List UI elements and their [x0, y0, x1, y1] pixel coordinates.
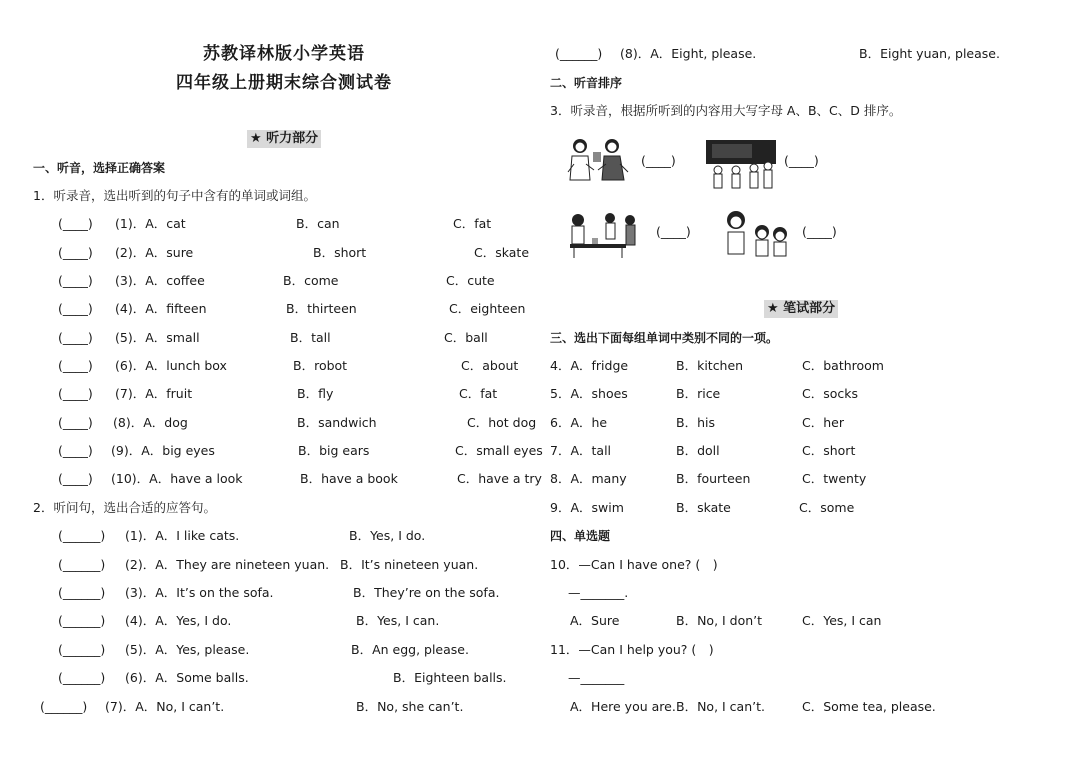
option-a: A．Here you are. [570, 699, 676, 714]
page-title: 苏教译林版小学英语 [203, 44, 365, 64]
answer-blank[interactable]: (______) [58, 670, 106, 685]
option-c: C．have a try [457, 471, 542, 486]
option-a: (6)．A．lunch box [115, 358, 227, 373]
option-b: B．robot [293, 358, 348, 373]
option-b: B．his [676, 415, 715, 430]
option-b: B．Yes, I do. [349, 528, 426, 543]
option-a: (4)．A．fifteen [115, 301, 207, 316]
q10-question: 10．—Can I have one? ( ) [550, 557, 718, 572]
section4-heading: 四、单选题 [550, 529, 611, 543]
option-a: 8．A．many [550, 471, 627, 486]
option-c: C．fat [459, 386, 498, 401]
picture-d-children-group [722, 208, 792, 262]
option-a: (7)．A．fruit [115, 386, 193, 401]
answer-blank[interactable]: (____) [58, 471, 93, 486]
answer-blank[interactable]: (____) [802, 224, 837, 239]
option-a: (1)．A．cat [115, 216, 186, 231]
answer-blank[interactable]: (______) [58, 557, 106, 572]
q2-prompt: 2．听问句，选出合适的应答句。 [33, 500, 216, 515]
answer-blank[interactable]: (____) [58, 301, 93, 316]
option-b: B．fourteen [676, 471, 751, 486]
option-a: (3)．A．It’s on the sofa. [125, 585, 274, 600]
page-subtitle: 四年级上册期末综合测试卷 [176, 73, 392, 93]
option-c: C．hot dog [467, 415, 537, 430]
option-c: C．her [802, 415, 844, 430]
option-c: C．fat [453, 216, 492, 231]
option-b: B．short [313, 245, 367, 260]
option-b: B．sandwich [297, 415, 377, 430]
option-b: B．No, I don’t [676, 613, 763, 628]
answer-blank[interactable]: (____) [784, 153, 819, 168]
option-c: C．Some tea, please. [802, 699, 936, 714]
section3-heading: 三、选出下面每组单词中类别不同的一项。 [550, 331, 779, 345]
option-b: B．skate [676, 500, 731, 515]
option-a: (10)．A．have a look [111, 471, 243, 486]
option-b: B．tall [290, 330, 331, 345]
picture-a-girls-talking [566, 134, 632, 190]
answer-blank[interactable]: (____) [58, 386, 93, 401]
option-c: C．bathroom [802, 358, 884, 373]
option-c: C．small eyes [455, 443, 543, 458]
section2-heading: 二、听音排序 [550, 76, 623, 90]
q10-answer-blank[interactable]: —_______. [568, 585, 629, 600]
writing-part-label: ★ 笔试部分 [764, 300, 838, 318]
answer-blank[interactable]: (____) [58, 330, 93, 345]
option-a: (5)．A．Yes, please. [125, 642, 250, 657]
answer-blank[interactable]: (____) [58, 245, 93, 260]
q1-prompt: 1．听录音，选出听到的句子中含有的单词或词组。 [33, 188, 316, 203]
option-c: C．ball [444, 330, 488, 345]
answer-blank[interactable]: (______) [58, 585, 106, 600]
option-a: (8)．A．Eight, please. [620, 46, 757, 61]
answer-blank[interactable]: (____) [58, 216, 93, 231]
answer-blank[interactable]: (____) [58, 358, 93, 373]
answer-blank[interactable]: (______) [58, 642, 106, 657]
answer-blank[interactable]: (______) [40, 699, 88, 714]
option-a: (5)．A．small [115, 330, 200, 345]
option-b: B．come [283, 273, 339, 288]
option-b: B．Eighteen balls. [393, 670, 507, 685]
answer-blank[interactable]: (______) [555, 46, 603, 61]
option-b: B．thirteen [286, 301, 357, 316]
picture-b-classroom [706, 140, 776, 194]
option-a: 6．A．he [550, 415, 608, 430]
option-a: (3)．A．coffee [115, 273, 205, 288]
option-a: 9．A．swim [550, 500, 624, 515]
option-a: (6)．A．Some balls. [125, 670, 249, 685]
picture-c-kids-at-table [568, 210, 644, 264]
option-b: B．It’s nineteen yuan. [340, 557, 479, 572]
answer-blank[interactable]: (____) [641, 153, 676, 168]
option-c: C．about [461, 358, 519, 373]
option-b: B．have a book [300, 471, 398, 486]
section1-heading: 一、听音，选择正确答案 [33, 161, 166, 175]
option-b: B．rice [676, 386, 721, 401]
option-b: B．Yes, I can. [356, 613, 440, 628]
option-c: C．short [802, 443, 856, 458]
answer-blank[interactable]: (____) [58, 273, 93, 288]
answer-blank[interactable]: (______) [58, 528, 106, 543]
option-b: B．No, I can’t. [676, 699, 765, 714]
option-a: (7)．A．No, I can’t. [105, 699, 225, 714]
option-a: (2)．A．sure [115, 245, 194, 260]
option-b: B．fly [297, 386, 334, 401]
option-a: A．Sure [570, 613, 620, 628]
option-c: C．socks [802, 386, 859, 401]
option-b: B．doll [676, 443, 720, 458]
option-a: (9)．A．big eyes [111, 443, 215, 458]
option-a: (4)．A．Yes, I do. [125, 613, 232, 628]
option-b: B．kitchen [676, 358, 744, 373]
option-a: (2)．A．They are nineteen yuan. [125, 557, 330, 572]
answer-blank[interactable]: (____) [656, 224, 691, 239]
option-a: (8)．A．dog [113, 415, 188, 430]
option-a: 7．A．tall [550, 443, 612, 458]
option-c: C．skate [474, 245, 530, 260]
q11-answer-blank[interactable]: —_______ [568, 670, 625, 685]
option-b: B．big ears [298, 443, 370, 458]
option-c: C．eighteen [449, 301, 526, 316]
option-a: 5．A．shoes [550, 386, 628, 401]
answer-blank[interactable]: (______) [58, 613, 106, 628]
option-b: B．An egg, please. [351, 642, 469, 657]
option-a: (1)．A．I like cats. [125, 528, 240, 543]
answer-blank[interactable]: (____) [58, 443, 93, 458]
option-c: C．cute [446, 273, 495, 288]
option-c: C．twenty [802, 471, 867, 486]
option-c: C．Yes, I can [802, 613, 882, 628]
option-b: B．No, she can’t. [356, 699, 464, 714]
option-b: B．Eight yuan, please. [859, 46, 1000, 61]
option-a: 4．A．fridge [550, 358, 629, 373]
option-c: C．some [799, 500, 855, 515]
option-b: B．can [296, 216, 340, 231]
listening-part-label: ★ 听力部分 [247, 130, 321, 148]
q11-question: 11．—Can I help you? ( ) [550, 642, 714, 657]
option-b: B．They’re on the sofa. [353, 585, 500, 600]
answer-blank[interactable]: (____) [58, 415, 93, 430]
q3-prompt: 3．听录音，根据所听到的内容用大写字母 A、B、C、D 排序。 [550, 103, 902, 118]
